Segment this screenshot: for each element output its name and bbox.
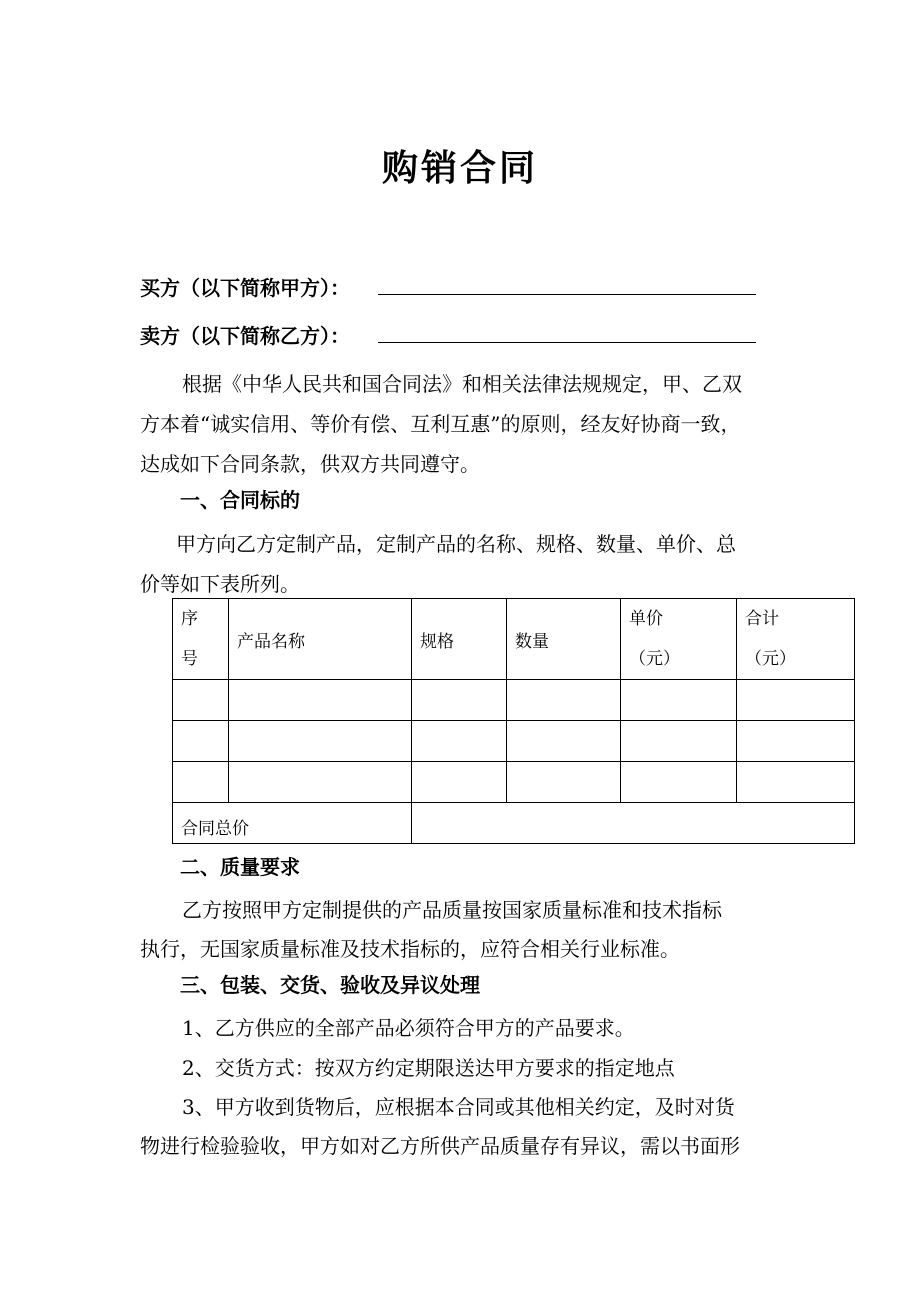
section-2-line-2: 执行，无国家质量标准及技术指标的，应符合相关行业标准。 [140,937,680,961]
intro-line-3: 达成如下合同条款，供双方共同遵守。 [140,452,480,476]
section-1-line-1: 甲方向乙方定制产品，定制产品的名称、规格、数量、单价、总 [176,532,736,556]
table-row [173,762,855,803]
section-3-item-3-line-1: 3、甲方收到货物后，应根据本合同或其他相关约定，及时对货 [182,1095,735,1119]
header-product-name: 产品名称 [229,599,412,680]
table-cell[interactable] [229,680,412,721]
section-3-item-2: 2、交货方式：按双方约定期限送达甲方要求的指定地点 [182,1056,675,1080]
total-label: 合同总价 [173,803,412,844]
header-seq: 序 号 [173,599,229,680]
table-cell[interactable] [621,762,737,803]
table-cell[interactable] [507,680,621,721]
table-total-row [173,803,855,844]
section-1-heading: 一、合同标的 [180,488,300,512]
header-total: 合计 （元） [737,599,855,680]
table-row [173,680,855,721]
section-2-heading: 二、质量要求 [180,855,300,879]
header-qty: 数量 [507,599,621,680]
section-3-item-1: 1、乙方供应的全部产品必须符合甲方的产品要求。 [182,1016,635,1040]
table-cell[interactable] [229,721,412,762]
table-cell[interactable] [621,680,737,721]
table-cell[interactable] [737,721,855,762]
section-3-item-3-line-2: 物进行检验验收，甲方如对乙方所供产品质量存有异议，需以书面形 [140,1134,740,1158]
total-value-cell[interactable] [412,803,855,844]
buyer-label: 买方（以下简称甲方）： [140,276,350,300]
section-3-heading: 三、包装、交货、验收及异议处理 [180,973,480,997]
table-cell[interactable] [412,762,507,803]
table-cell[interactable] [412,721,507,762]
section-2-line-1: 乙方按照甲方定制提供的产品质量按国家质量标准和技术指标 [182,898,722,922]
table-cell[interactable] [507,721,621,762]
table-cell[interactable] [737,680,855,721]
table-cell[interactable] [737,762,855,803]
table-row [173,721,855,762]
header-spec: 规格 [412,599,507,680]
table-cell[interactable] [507,762,621,803]
intro-line-1: 根据《中华人民共和国合同法》和相关法律法规规定，甲、乙双 [182,372,742,396]
table-cell[interactable] [173,762,229,803]
table-cell[interactable] [173,680,229,721]
seller-underline [378,342,756,343]
table-cell[interactable] [412,680,507,721]
header-unit-price: 单价 （元） [621,599,737,680]
table-cell[interactable] [229,762,412,803]
table-header-row [173,599,855,680]
seller-label: 卖方（以下简称乙方）： [140,324,350,348]
intro-line-2: 方本着“诚实信用、等价有偿、互利互惠”的原则，经友好协商一致， [140,412,741,436]
product-table [172,598,855,844]
buyer-underline [378,294,756,295]
document-title: 购销合同 [381,147,538,189]
section-1-line-2: 价等如下表所列。 [140,572,300,596]
table-cell[interactable] [621,721,737,762]
table-cell[interactable] [173,721,229,762]
